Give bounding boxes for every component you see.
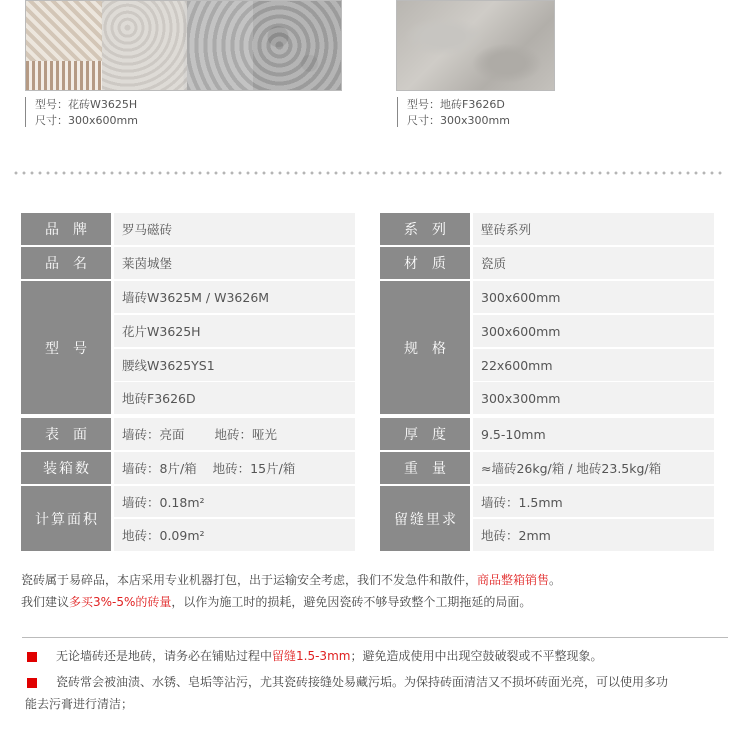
dotted-divider [12, 171, 724, 175]
weight-value: ≈墙砖26kg/箱 / 地砖23.5kg/箱 [473, 452, 714, 484]
tip-cleaning-line-1: 瓷砖常会被油渍、水锈、皂垢等沾污，尤其瓷砖接缝处易藏污垢。为保持砖面清洁又不损坏砖面光亮，可以使用多功 [56, 675, 669, 689]
name-label: 品名 [21, 247, 111, 279]
tip-grout-gap: 无论墙砖还是地砖，请务必在铺贴过程中留缝1.5-3mm；避免造成使用中出现空鼓破裂或不平整现象。 [56, 649, 603, 663]
floral-wall-tile-image [25, 0, 342, 91]
gap-value: 墙砖：1.5mm [473, 486, 714, 517]
series-label: 系列 [380, 213, 470, 245]
notice-line-1: 瓷砖属于易碎品，本店采用专业机器打包，出于运输安全考虑，我们不发急件和散件，商品整箱销售。 [21, 573, 562, 587]
thickness-label: 厚度 [380, 418, 470, 450]
spec-value: 300x600mm [473, 315, 714, 347]
area-value: 地砖：0.09m² [114, 519, 355, 551]
packing-label: 装箱数 [21, 452, 111, 484]
model-label: 型号 [21, 281, 111, 414]
gap-label: 留缝里求 [380, 486, 470, 551]
model-value: 地砖F3626D [114, 382, 355, 414]
spec-label: 规格 [380, 281, 470, 414]
model-value: 花片W3625H [114, 315, 355, 347]
spec-value: 300x300mm [473, 382, 714, 414]
brand-value: 罗马磁砖 [114, 213, 355, 245]
model-value: 墙砖W3625M / W3626M [114, 281, 355, 313]
brand-label: 品牌 [21, 213, 111, 245]
surface-value: 墙砖：亮面 地砖：哑光 [114, 418, 355, 450]
series-value: 壁砖系列 [473, 213, 714, 245]
packing-value: 墙砖：8片/箱 地砖：15片/箱 [114, 452, 355, 484]
name-value: 莱茵城堡 [114, 247, 355, 279]
surface-label: 表面 [21, 418, 111, 450]
bullet-square-icon [27, 652, 37, 662]
tip-cleaning-line-2: 能去污膏进行清洁； [25, 697, 134, 711]
product-caption-right: 型号：地砖F3626D 尺寸：300x300mm [397, 97, 597, 129]
area-value: 墙砖：0.18m² [114, 486, 355, 517]
shipping-notice [21, 569, 731, 613]
material-label: 材质 [380, 247, 470, 279]
bullet-square-icon [27, 678, 37, 688]
section-divider [22, 637, 728, 638]
area-label: 计算面积 [21, 486, 111, 551]
floor-tile-image [396, 0, 555, 91]
spec-value: 22x600mm [473, 349, 714, 381]
spec-value: 300x600mm [473, 281, 714, 313]
thickness-value: 9.5-10mm [473, 418, 714, 450]
gap-value: 地砖：2mm [473, 519, 714, 551]
notice-line-2: 我们建议多买3%-5%的砖量，以作为施工时的损耗，避免因瓷砖不够导致整个工期拖延的局面。 [21, 595, 532, 609]
material-value: 瓷质 [473, 247, 714, 279]
weight-label: 重量 [380, 452, 470, 484]
product-caption-left: 型号：花砖W3625H 尺寸：300x600mm [25, 97, 225, 129]
model-value: 腰线W3625YS1 [114, 349, 355, 381]
